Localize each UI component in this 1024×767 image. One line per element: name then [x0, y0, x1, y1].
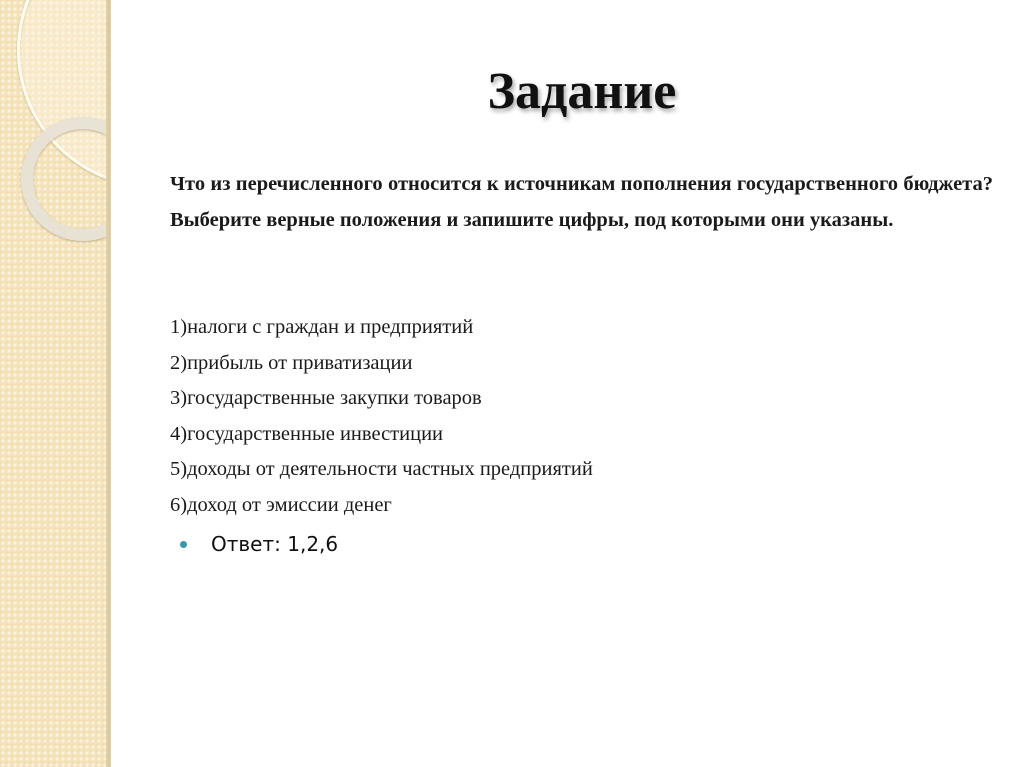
- answer-text: Ответ: 1,2,6: [211, 532, 339, 556]
- option-item: 3)государственные закупки товаров: [170, 387, 482, 409]
- decorative-ring-small: [21, 117, 111, 241]
- option-item: 4)государственные инвестиции: [170, 422, 444, 445]
- option-item: 1)налоги с граждан и предприятий: [170, 316, 474, 338]
- option-item: 6)доход от эмиссии денег: [170, 493, 392, 516]
- option-item: 2)прибыль от приватизации: [170, 351, 413, 374]
- options-list: [170, 310, 930, 523]
- bullet-dot-icon: [180, 541, 187, 548]
- answer-line: [180, 532, 338, 556]
- slide-title: Задание: [487, 63, 677, 120]
- option-item: 5)доходы от деятельности частных предприятий: [170, 458, 593, 480]
- question-text: Что из перечисленного относится к источникам пополнения государственного бюджета? Выберите верные положения и запишите цифры, под которыми они указаны.: [170, 173, 993, 231]
